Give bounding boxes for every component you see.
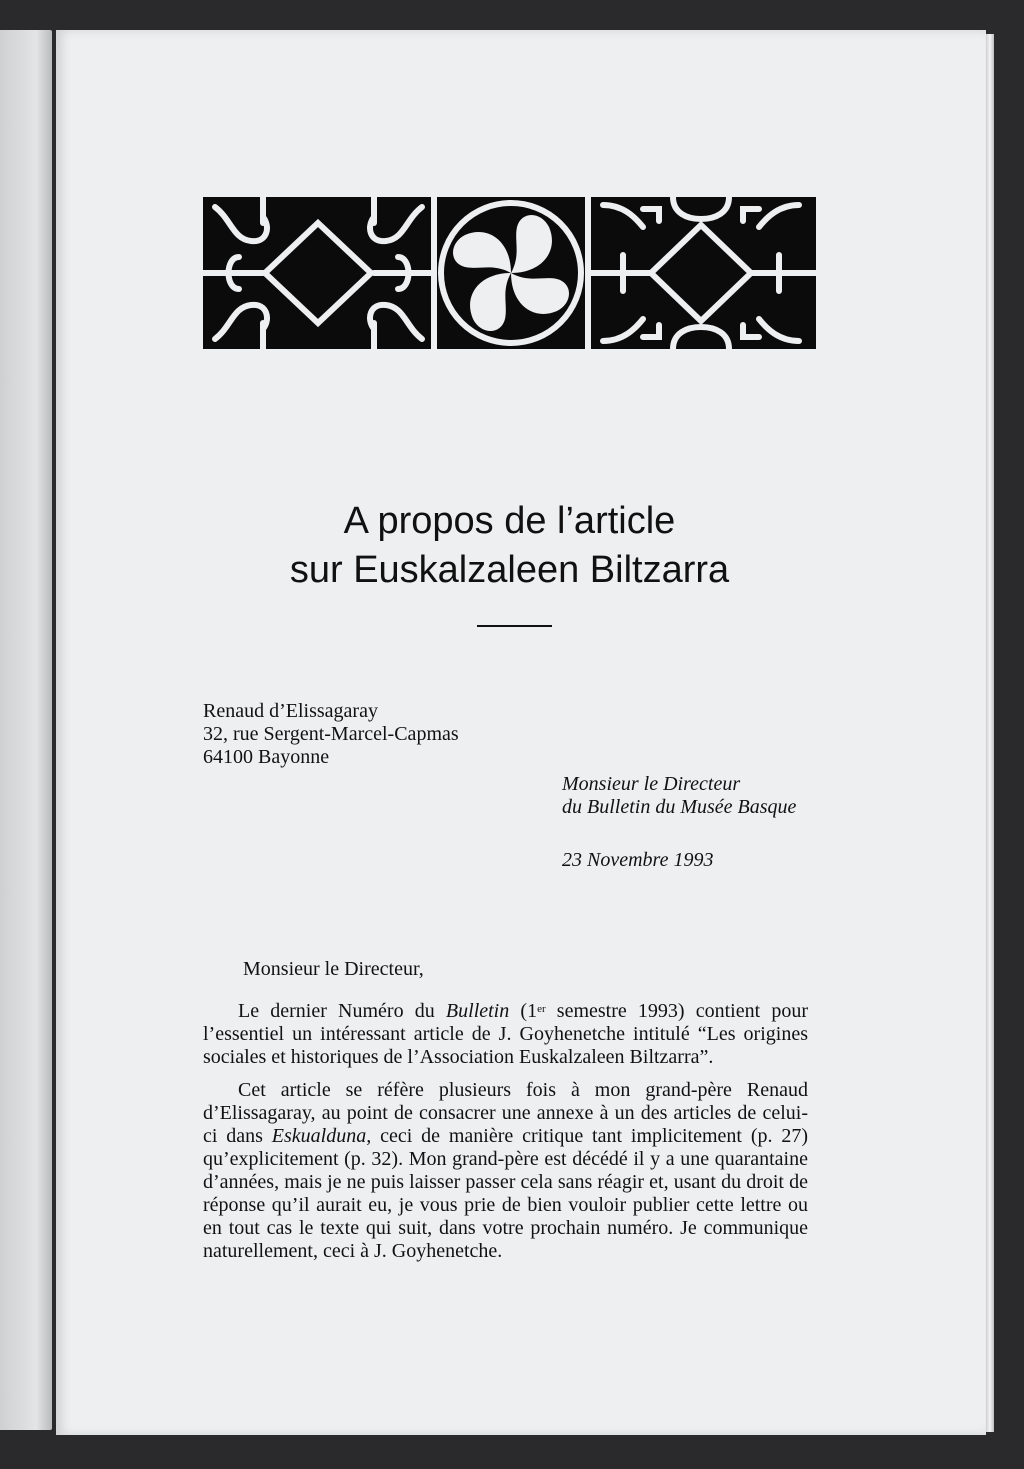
p1-text-c: semestre 1993) contient pour l’essentiel un intéressant article de J. Goyhenetche intitulé “Les origines sociales et historiques de l’Association Euskalzaleen Biltzarra”. (203, 1000, 808, 1068)
title-divider (477, 625, 552, 627)
sender-city: 64100 Bayonne (203, 746, 330, 768)
facing-page-edge (0, 30, 52, 1430)
article-title-line2: sur Euskalzaleen Biltzarra (289, 549, 730, 591)
page-edge (986, 34, 994, 1432)
p2-text-a: Cet article se réfère plusieurs fois à mon grand-père Renaud d’Elissagaray, au point de consacrer une annexe à un des articles de celui-ci dans (203, 1079, 808, 1147)
p1-text-b: (1 (509, 1000, 538, 1022)
paragraph-1 (203, 1000, 808, 1069)
basque-ornament-frieze (203, 197, 816, 349)
p2-text-b: ceci de manière critique tant implicitement (p. 27) qu’explicitement (p. 32). Mon grand-père est décédé il y a une quarantaine d’années, mais je ne puis laisser passer cela sans réagir et, usant du droit de réponse qu’il aurait eu, je vous prie de bien vouloir publier cette lettre ou en tout cas le texte qui suit, dans votre prochain numéro. Je communique naturellement, ceci à J. Goyhenetche. (203, 1125, 808, 1262)
letter-date: 23 Novembre 1993 (562, 849, 714, 871)
recipient-block (562, 773, 796, 819)
p1-italic: Bulletin (445, 1000, 510, 1022)
recipient-line1: Monsieur le Directeur (562, 773, 741, 795)
letter-body (203, 958, 808, 1273)
sender-address (203, 700, 459, 769)
p1-text-a: Le dernier Numéro du (238, 1000, 446, 1022)
p1-superscript: er (537, 1003, 546, 1015)
sender-street: 32, rue Sergent-Marcel-Capmas (203, 723, 459, 745)
recipient-line2: du Bulletin du Musée Basque (562, 796, 797, 818)
sender-name: Renaud d’Elissagaray (203, 700, 378, 722)
paragraph-2 (203, 1079, 808, 1263)
salutation: Monsieur le Directeur, (243, 958, 424, 980)
p2-italic: Eskualduna, (271, 1125, 372, 1147)
article-title-line1: A propos de l’article (343, 500, 676, 542)
